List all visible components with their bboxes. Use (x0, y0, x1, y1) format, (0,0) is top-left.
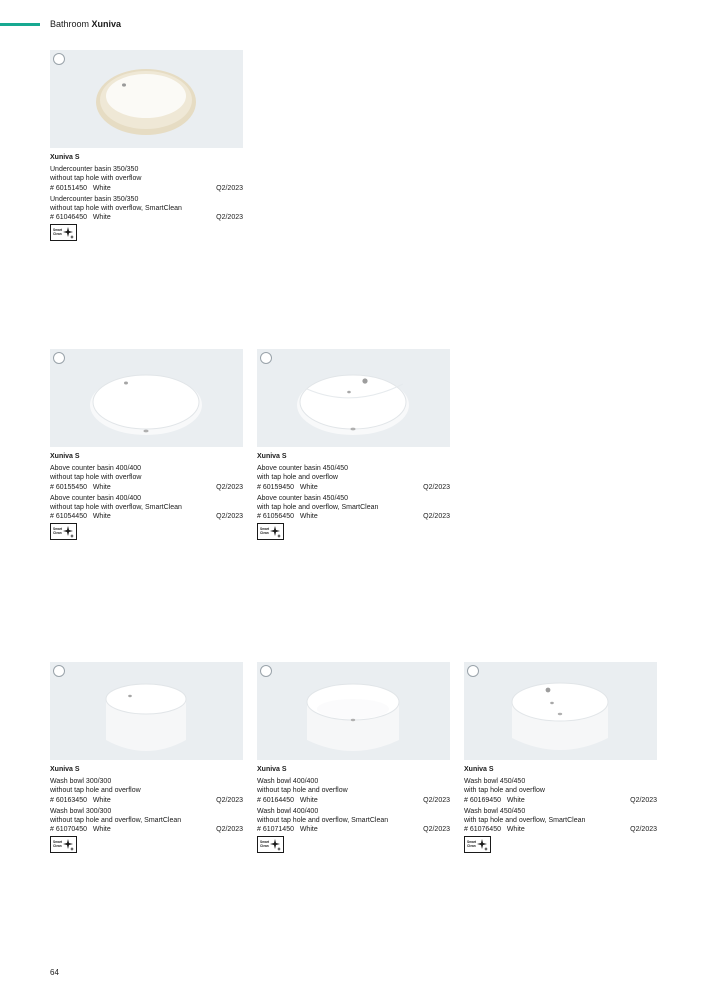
product-description: without tap hole and overflow (50, 787, 141, 795)
product-description: without tap hole and overflow, SmartClean (257, 817, 389, 825)
badge-line-1: Smart (53, 228, 63, 233)
badge-line-1: Smart (260, 840, 270, 845)
smartclean-badge (50, 836, 77, 853)
product-variant (50, 807, 243, 835)
product-variant (50, 195, 243, 223)
smartclean-badge-text (467, 841, 476, 848)
smartclean-badge-text (260, 841, 269, 848)
product-variant (50, 494, 243, 522)
article-row (257, 825, 450, 834)
product-title: Wash bowl 400/400 (257, 778, 319, 786)
select-checkbox[interactable] (53, 665, 65, 677)
article-row (50, 184, 243, 193)
product-description: without tap hole and overflow, SmartClean (50, 817, 182, 825)
product-description: without tap hole with overflow (50, 175, 142, 183)
availability-date: Q2/2023 (216, 214, 243, 222)
wash-bowl-450-illustration (464, 662, 657, 760)
series-name: Xuniva S (50, 766, 80, 773)
smartclean-badge (257, 523, 284, 540)
article-number: # 61070450 White (50, 826, 111, 834)
product-variant (257, 464, 450, 492)
select-checkbox[interactable] (53, 352, 65, 364)
wash-bowl-300-illustration (50, 662, 243, 760)
sparkle-icon (269, 838, 282, 852)
wash-bowl-400-illustration (257, 662, 450, 760)
product-variant (50, 464, 243, 492)
product-card-undercounter-350 (50, 50, 243, 241)
header-brand: Xuniva (91, 19, 122, 29)
product-image (257, 662, 450, 760)
article-number: # 61071450 White (257, 826, 318, 834)
product-image (257, 349, 450, 447)
availability-date: Q2/2023 (216, 826, 243, 834)
product-title: Wash bowl 450/450 (464, 807, 526, 815)
smartclean-badge (50, 523, 77, 540)
article-number: # 60151450 White (50, 184, 111, 192)
badge-line-2: Clean (467, 844, 476, 849)
product-description: with tap hole and overflow, SmartClean (464, 817, 586, 825)
product-card-wash-bowl-300 (50, 662, 243, 853)
select-checkbox[interactable] (53, 53, 65, 65)
product-variant (464, 807, 657, 835)
product-card-above-counter-450 (257, 349, 450, 540)
article-row (464, 796, 657, 805)
product-variant (464, 777, 657, 805)
series-name: Xuniva S (50, 154, 80, 161)
product-description: with tap hole and overflow (464, 787, 545, 795)
product-card-above-counter-400 (50, 349, 243, 540)
product-variant (257, 494, 450, 522)
select-checkbox[interactable] (467, 665, 479, 677)
availability-date: Q2/2023 (423, 826, 450, 834)
product-card-wash-bowl-450 (464, 662, 657, 853)
availability-date: Q2/2023 (216, 483, 243, 491)
product-title: Undercounter basin 350/350 (50, 195, 139, 203)
article-row (464, 825, 657, 834)
product-image (50, 50, 243, 148)
product-title: Above counter basin 400/400 (50, 465, 142, 473)
product-description: without tap hole with overflow (50, 474, 142, 482)
article-row (50, 483, 243, 492)
product-description: with tap hole and overflow (257, 474, 338, 482)
availability-date: Q2/2023 (630, 826, 657, 834)
article-row (257, 796, 450, 805)
availability-date: Q2/2023 (216, 796, 243, 804)
badge-line-2: Clean (53, 531, 62, 536)
badge-line-1: Smart (53, 527, 63, 532)
availability-date: Q2/2023 (216, 184, 243, 192)
select-checkbox[interactable] (260, 665, 272, 677)
sparkle-icon (62, 525, 75, 539)
product-description: without tap hole with overflow, SmartClean (50, 205, 182, 213)
product-title: Wash bowl 400/400 (257, 807, 319, 815)
smartclean-badge-text (53, 528, 62, 535)
series-name: Xuniva S (50, 453, 80, 460)
page-number: 64 (50, 968, 59, 977)
article-number: # 60163450 White (50, 796, 111, 804)
accent-bar (0, 23, 40, 26)
article-number: # 61054450 White (50, 513, 111, 521)
product-description: without tap hole and overflow (257, 787, 348, 795)
badge-line-2: Clean (260, 844, 269, 849)
availability-date: Q2/2023 (423, 513, 450, 521)
availability-date: Q2/2023 (423, 796, 450, 804)
sparkle-icon (476, 838, 489, 852)
product-variant (50, 777, 243, 805)
smartclean-badge (50, 224, 77, 241)
article-row (50, 825, 243, 834)
page-header (50, 18, 121, 30)
article-row (50, 213, 243, 222)
product-image (50, 662, 243, 760)
badge-line-1: Smart (53, 840, 63, 845)
product-variant (257, 807, 450, 835)
product-image (50, 349, 243, 447)
product-title: Wash bowl 300/300 (50, 778, 112, 786)
article-row (257, 483, 450, 492)
badge-line-2: Clean (53, 844, 62, 849)
product-description: with tap hole and overflow, SmartClean (257, 504, 379, 512)
product-variant (50, 165, 243, 193)
smartclean-badge-text (53, 229, 62, 236)
series-name: Xuniva S (464, 766, 494, 773)
article-number: # 60169450 White (464, 796, 525, 804)
article-row (50, 512, 243, 521)
select-checkbox[interactable] (260, 352, 272, 364)
product-title: Above counter basin 400/400 (50, 494, 142, 502)
badge-line-2: Clean (260, 531, 269, 536)
series-name: Xuniva S (257, 766, 287, 773)
article-number: # 60164450 White (257, 796, 318, 804)
product-description: without tap hole with overflow, SmartClean (50, 504, 182, 512)
product-image (464, 662, 657, 760)
undercounter-basin-illustration (50, 50, 243, 148)
smartclean-badge-text (260, 528, 269, 535)
badge-line-1: Smart (467, 840, 477, 845)
article-row (50, 796, 243, 805)
header-category: Bathroom (50, 19, 90, 29)
article-row (257, 512, 450, 521)
badge-line-1: Smart (260, 527, 270, 532)
product-card-wash-bowl-400 (257, 662, 450, 853)
smartclean-badge-text (53, 841, 62, 848)
availability-date: Q2/2023 (630, 796, 657, 804)
smartclean-badge (257, 836, 284, 853)
product-title: Above counter basin 450/450 (257, 465, 349, 473)
above-counter-basin-tap-illustration (257, 349, 450, 447)
product-title: Wash bowl 450/450 (464, 778, 526, 786)
product-title: Wash bowl 300/300 (50, 807, 112, 815)
smartclean-badge (464, 836, 491, 853)
article-number: # 60155450 White (50, 483, 111, 491)
product-title: Undercounter basin 350/350 (50, 166, 139, 174)
article-number: # 61076450 White (464, 826, 525, 834)
above-counter-basin-illustration (50, 349, 243, 447)
sparkle-icon (62, 226, 75, 240)
product-title: Above counter basin 450/450 (257, 494, 349, 502)
badge-line-2: Clean (53, 232, 62, 237)
availability-date: Q2/2023 (423, 483, 450, 491)
article-number: # 60159450 White (257, 483, 318, 491)
article-number: # 61056450 White (257, 513, 318, 521)
sparkle-icon (269, 525, 282, 539)
availability-date: Q2/2023 (216, 513, 243, 521)
product-variant (257, 777, 450, 805)
article-number: # 61046450 White (50, 214, 111, 222)
series-name: Xuniva S (257, 453, 287, 460)
sparkle-icon (62, 838, 75, 852)
